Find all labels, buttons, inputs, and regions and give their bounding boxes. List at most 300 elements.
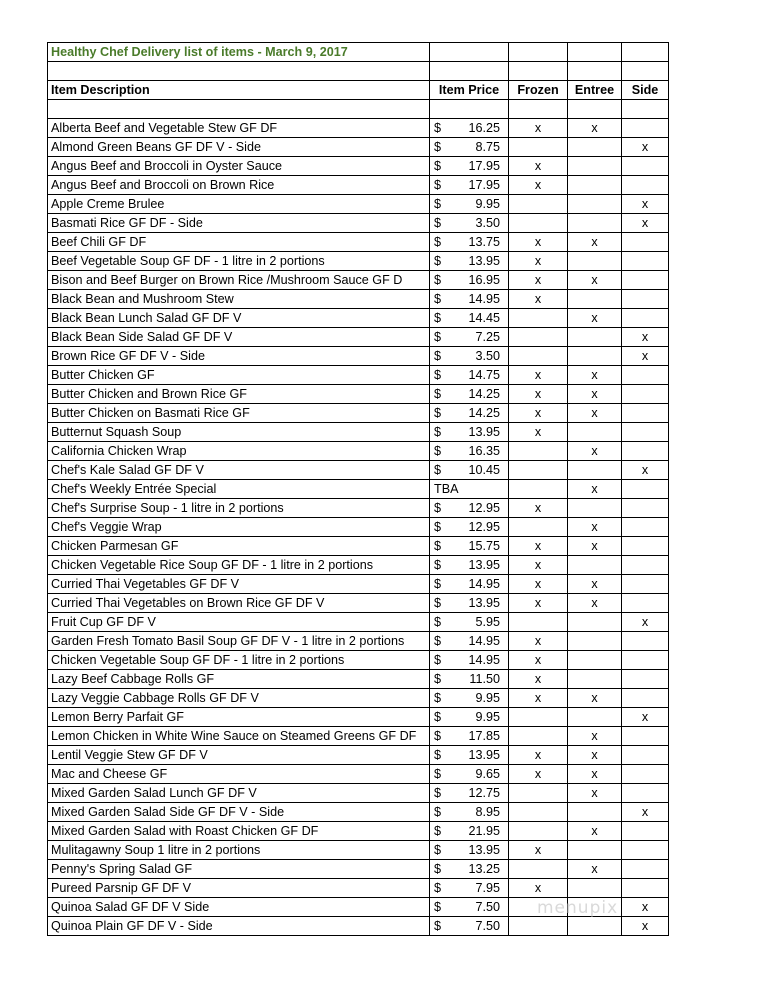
table-row [48,594,669,613]
currency-symbol: $ [434,273,442,287]
frozen-mark [509,214,568,233]
side-mark [622,157,669,176]
currency-symbol: $ [434,425,442,439]
item-name: Lemon Chicken in White Wine Sauce on Steamed Greens GF DF [48,727,430,746]
side-mark [622,271,669,290]
entree-mark: x [568,784,622,803]
frozen-mark [509,708,568,727]
item-name: Chef's Surprise Soup - 1 litre in 2 portions [48,499,430,518]
currency-symbol: $ [434,843,442,857]
frozen-mark: x [509,689,568,708]
price-amount: 3.50 [475,216,500,230]
currency-symbol: $ [434,786,442,800]
table-row [48,879,669,898]
item-price [430,556,509,575]
table-row [48,252,669,271]
price-amount: 14.75 [468,368,500,382]
item-price [430,803,509,822]
price-amount: 14.95 [468,634,500,648]
frozen-mark [509,822,568,841]
side-mark [622,746,669,765]
currency-symbol: $ [434,520,442,534]
frozen-mark [509,347,568,366]
item-name: Angus Beef and Broccoli in Oyster Sauce [48,157,430,176]
price-amount: 9.95 [475,710,500,724]
currency-symbol: $ [434,672,442,686]
frozen-mark: x [509,879,568,898]
side-mark: x [622,898,669,917]
item-name: Chef's Veggie Wrap [48,518,430,537]
entree-mark [568,347,622,366]
item-price [430,746,509,765]
table-row [48,537,669,556]
table-row [48,689,669,708]
price-amount: 13.95 [468,558,500,572]
table-row [48,556,669,575]
entree-mark: x [568,594,622,613]
currency-symbol: $ [434,463,442,477]
item-name: Alberta Beef and Vegetable Stew GF DF [48,119,430,138]
entree-mark: x [568,765,622,784]
entree-mark: x [568,442,622,461]
header-entree: Entree [568,81,622,100]
side-mark: x [622,328,669,347]
frozen-mark: x [509,594,568,613]
currency-symbol: $ [434,634,442,648]
entree-mark [568,917,622,936]
item-price [430,708,509,727]
entree-mark [568,157,622,176]
side-mark [622,689,669,708]
entree-mark: x [568,119,622,138]
side-mark [622,537,669,556]
frozen-mark: x [509,157,568,176]
currency-symbol: $ [434,330,442,344]
table-row [48,233,669,252]
item-price [430,917,509,936]
currency-symbol: $ [434,805,442,819]
item-price [430,670,509,689]
item-name: Mixed Garden Salad with Roast Chicken GF DF [48,822,430,841]
frozen-mark: x [509,252,568,271]
table-row [48,138,669,157]
item-name: Mixed Garden Salad Lunch GF DF V [48,784,430,803]
item-name: Fruit Cup GF DF V [48,613,430,632]
price-amount: 8.75 [475,140,500,154]
item-name: Beef Vegetable Soup GF DF - 1 litre in 2 portions [48,252,430,271]
item-price [430,309,509,328]
entree-mark: x [568,746,622,765]
price-amount: 9.65 [475,767,500,781]
side-mark [622,651,669,670]
item-price [430,385,509,404]
spacer-row [48,62,669,81]
item-name: Lemon Berry Parfait GF [48,708,430,727]
table-row [48,119,669,138]
item-price [430,822,509,841]
entree-mark: x [568,233,622,252]
table-row [48,575,669,594]
price-amount: 7.25 [475,330,500,344]
item-name: Basmati Rice GF DF - Side [48,214,430,233]
currency-symbol: $ [434,444,442,458]
table-row [48,214,669,233]
frozen-mark [509,860,568,879]
currency-symbol: $ [434,881,442,895]
entree-mark: x [568,385,622,404]
entree-mark [568,632,622,651]
item-price [430,461,509,480]
price-amount: 15.75 [468,539,500,553]
frozen-mark: x [509,423,568,442]
frozen-mark: x [509,233,568,252]
table-row [48,860,669,879]
title-row [48,43,669,62]
entree-mark: x [568,309,622,328]
side-mark [622,670,669,689]
entree-mark [568,328,622,347]
side-mark [622,119,669,138]
header-row [48,81,669,100]
frozen-mark: x [509,632,568,651]
side-mark [622,480,669,499]
frozen-mark: x [509,271,568,290]
entree-mark [568,176,622,195]
item-name: Curried Thai Vegetables GF DF V [48,575,430,594]
item-name: Brown Rice GF DF V - Side [48,347,430,366]
side-mark: x [622,138,669,157]
price-amount: 12.95 [468,520,500,534]
item-price [430,860,509,879]
side-mark [622,879,669,898]
item-name: Chicken Vegetable Rice Soup GF DF - 1 litre in 2 portions [48,556,430,575]
item-name: Chef's Weekly Entrée Special [48,480,430,499]
table-row [48,499,669,518]
table-row [48,442,669,461]
empty-cell [430,43,509,62]
side-mark [622,727,669,746]
table-row [48,670,669,689]
price-amount: 9.95 [475,691,500,705]
side-mark: x [622,214,669,233]
side-mark [622,499,669,518]
frozen-mark: x [509,119,568,138]
menu-table-body [48,43,669,936]
item-price [430,214,509,233]
frozen-mark: x [509,575,568,594]
item-price [430,195,509,214]
item-price [430,518,509,537]
price-amount: 13.95 [468,254,500,268]
item-name: Angus Beef and Broccoli on Brown Rice [48,176,430,195]
item-price [430,841,509,860]
currency-symbol: $ [434,178,442,192]
price-amount: 16.95 [468,273,500,287]
spacer-row [48,100,669,119]
side-mark [622,252,669,271]
frozen-mark: x [509,366,568,385]
currency-symbol: $ [434,406,442,420]
entree-mark: x [568,537,622,556]
price-amount: 12.75 [468,786,500,800]
item-name: Butter Chicken on Basmati Rice GF [48,404,430,423]
currency-symbol: $ [434,501,442,515]
price-amount: 17.85 [468,729,500,743]
table-row [48,461,669,480]
currency-symbol: $ [434,349,442,363]
frozen-mark [509,328,568,347]
item-name: Mac and Cheese GF [48,765,430,784]
item-price [430,252,509,271]
table-row [48,822,669,841]
table-row [48,328,669,347]
price-amount: 14.25 [468,387,500,401]
entree-mark [568,556,622,575]
entree-mark [568,670,622,689]
entree-mark: x [568,480,622,499]
currency-symbol: $ [434,387,442,401]
frozen-mark [509,195,568,214]
table-row [48,404,669,423]
entree-mark: x [568,575,622,594]
header-frozen: Frozen [509,81,568,100]
table-row [48,366,669,385]
empty-cell [568,43,622,62]
item-name: Lentil Veggie Stew GF DF V [48,746,430,765]
currency-symbol: $ [434,862,442,876]
item-price [430,613,509,632]
table-row [48,480,669,499]
item-price [430,328,509,347]
side-mark [622,784,669,803]
entree-mark [568,499,622,518]
frozen-mark: x [509,499,568,518]
item-name: Quinoa Plain GF DF V - Side [48,917,430,936]
item-price [430,765,509,784]
frozen-mark [509,480,568,499]
table-row [48,613,669,632]
entree-mark [568,252,622,271]
header-item-price: Item Price [430,81,509,100]
frozen-mark: x [509,556,568,575]
side-mark: x [622,803,669,822]
empty-cell [509,43,568,62]
side-mark [622,233,669,252]
side-mark [622,860,669,879]
item-price [430,879,509,898]
table-row [48,746,669,765]
price-amount: 14.95 [468,653,500,667]
item-price [430,651,509,670]
table-row [48,727,669,746]
frozen-mark: x [509,176,568,195]
side-mark [622,366,669,385]
currency-symbol: $ [434,919,442,933]
price-amount: 7.95 [475,881,500,895]
item-price [430,119,509,138]
frozen-mark: x [509,290,568,309]
item-price [430,537,509,556]
entree-mark [568,651,622,670]
side-mark [622,442,669,461]
empty-cell [622,43,669,62]
table-row [48,385,669,404]
currency-symbol: $ [434,653,442,667]
side-mark: x [622,917,669,936]
currency-symbol: $ [434,710,442,724]
entree-mark [568,290,622,309]
price-amount: 5.95 [475,615,500,629]
table-row [48,423,669,442]
price-amount: 7.50 [475,900,500,914]
item-name: Garden Fresh Tomato Basil Soup GF DF V - 1 litre in 2 portions [48,632,430,651]
price-amount: 12.95 [468,501,500,515]
item-name: Curried Thai Vegetables on Brown Rice GF DF V [48,594,430,613]
item-price [430,290,509,309]
side-mark: x [622,613,669,632]
entree-mark [568,613,622,632]
item-price [430,575,509,594]
entree-mark [568,879,622,898]
item-price [430,366,509,385]
price-amount: 8.95 [475,805,500,819]
item-name: Butter Chicken and Brown Rice GF [48,385,430,404]
price-amount: 13.95 [468,596,500,610]
frozen-mark: x [509,670,568,689]
frozen-mark: x [509,841,568,860]
price-amount: 7.50 [475,919,500,933]
entree-mark: x [568,727,622,746]
frozen-mark: x [509,765,568,784]
header-item-description: Item Description [48,81,430,100]
table-row [48,632,669,651]
currency-symbol: $ [434,235,442,249]
item-name: Mixed Garden Salad Side GF DF V - Side [48,803,430,822]
entree-mark [568,214,622,233]
side-mark [622,765,669,784]
currency-symbol: $ [434,368,442,382]
price-amount: 14.95 [468,577,500,591]
item-name: Quinoa Salad GF DF V Side [48,898,430,917]
price-tba: TBA [434,482,459,496]
frozen-mark [509,784,568,803]
side-mark [622,556,669,575]
frozen-mark: x [509,651,568,670]
item-name: Penny's Spring Salad GF [48,860,430,879]
price-amount: 16.35 [468,444,500,458]
item-price [430,176,509,195]
side-mark [622,385,669,404]
item-price [430,594,509,613]
item-price [430,784,509,803]
menu-table [47,42,669,936]
price-amount: 13.95 [468,425,500,439]
currency-symbol: $ [434,729,442,743]
item-price [430,157,509,176]
item-name: Black Bean Lunch Salad GF DF V [48,309,430,328]
currency-symbol: $ [434,292,442,306]
table-row [48,708,669,727]
currency-symbol: $ [434,254,442,268]
currency-symbol: $ [434,197,442,211]
price-amount: 3.50 [475,349,500,363]
side-mark [622,404,669,423]
side-mark [622,594,669,613]
entree-mark [568,803,622,822]
entree-mark: x [568,518,622,537]
item-name: Lazy Veggie Cabbage Rolls GF DF V [48,689,430,708]
price-amount: 14.45 [468,311,500,325]
entree-mark: x [568,404,622,423]
price-amount: 16.25 [468,121,500,135]
side-mark: x [622,461,669,480]
currency-symbol: $ [434,216,442,230]
table-row [48,518,669,537]
entree-mark: x [568,271,622,290]
side-mark [622,176,669,195]
item-price [430,442,509,461]
item-name: Black Bean Side Salad GF DF V [48,328,430,347]
table-row [48,290,669,309]
side-mark: x [622,195,669,214]
currency-symbol: $ [434,824,442,838]
sheet-title: Healthy Chef Delivery list of items - March 9, 2017 [48,43,430,62]
item-price [430,423,509,442]
item-name: Beef Chili GF DF [48,233,430,252]
side-mark [622,841,669,860]
item-price [430,271,509,290]
price-amount: 17.95 [468,159,500,173]
entree-mark [568,138,622,157]
frozen-mark: x [509,385,568,404]
price-amount: 13.95 [468,748,500,762]
currency-symbol: $ [434,311,442,325]
entree-mark [568,461,622,480]
entree-mark [568,423,622,442]
price-amount: 10.45 [468,463,500,477]
currency-symbol: $ [434,615,442,629]
price-amount: 14.95 [468,292,500,306]
side-mark: x [622,708,669,727]
price-amount: 13.95 [468,843,500,857]
table-row [48,841,669,860]
currency-symbol: $ [434,577,442,591]
entree-mark: x [568,860,622,879]
frozen-mark [509,613,568,632]
currency-symbol: $ [434,539,442,553]
currency-symbol: $ [434,596,442,610]
item-name: Almond Green Beans GF DF V - Side [48,138,430,157]
item-name: Chicken Vegetable Soup GF DF - 1 litre in 2 portions [48,651,430,670]
currency-symbol: $ [434,767,442,781]
side-mark [622,575,669,594]
table-row [48,271,669,290]
price-amount: 9.95 [475,197,500,211]
item-price [430,347,509,366]
side-mark [622,632,669,651]
currency-symbol: $ [434,558,442,572]
currency-symbol: $ [434,748,442,762]
item-name: Mulitagawny Soup 1 litre in 2 portions [48,841,430,860]
item-price [430,632,509,651]
currency-symbol: $ [434,691,442,705]
item-name: Apple Creme Brulee [48,195,430,214]
side-mark [622,423,669,442]
side-mark [622,290,669,309]
item-name: Black Bean and Mushroom Stew [48,290,430,309]
item-name: Pureed Parsnip GF DF V [48,879,430,898]
entree-mark: x [568,366,622,385]
